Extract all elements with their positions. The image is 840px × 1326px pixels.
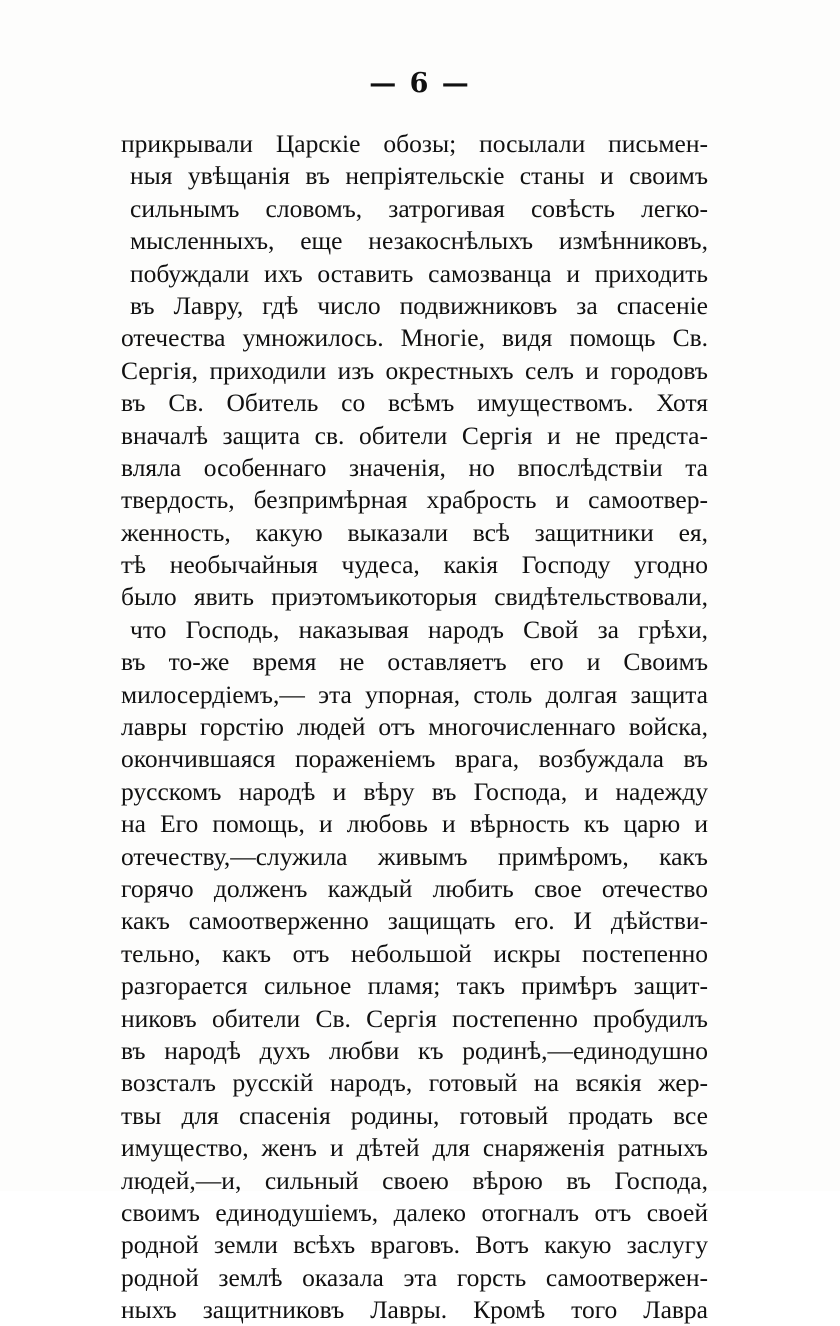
text-line: вляла особеннаго значенія, но впослѣдствіи та	[121, 452, 708, 482]
text-line: ныхъ защитниковъ Лавры. Кромѣ того Лавра	[121, 1295, 708, 1325]
text-line: родной землѣ оказала эта горсть самоотвержен-	[121, 1262, 708, 1292]
text-line: побуждали ихъ оставить самозванца и приходить	[130, 258, 708, 288]
text-line: людей,—и, сильный своею вѣрою въ Господа,	[121, 1165, 708, 1195]
text-line: окончившаяся пораженіемъ врага, возбуждала въ	[121, 744, 708, 774]
text-line: тѣ необычайныя чудеса, какія Господу угодно	[121, 550, 708, 580]
text-line: родной земли всѣхъ враговъ. Вотъ какую заслугу	[121, 1230, 708, 1260]
text-line: въ Лавру, гдѣ число подвижниковъ за спасеніе	[130, 290, 708, 320]
text-line: сильнымъ словомъ, затрогивая совѣсть легко-	[130, 193, 708, 223]
text-line: отечества умножилось. Многіе, видя помощь Св.	[121, 323, 708, 353]
text-line: лавры горстію людей отъ многочисленнаго войска,	[121, 712, 708, 742]
text-line: милосердіемъ,— эта упорная, столь долгая защита	[121, 679, 708, 709]
text-line: на Его помощь, и любовь и вѣрность къ царю и	[121, 809, 708, 839]
text-line: какъ самоотверженно защищать его. И дѣйстви-	[121, 906, 708, 936]
page-number: — 6 —	[369, 68, 471, 99]
text-line: горячо долженъ каждый любить свое отечество	[121, 873, 708, 903]
text-line: было явить приэтомъикоторыя свидѣтельствовали,	[121, 582, 708, 612]
text-line: Сергія, приходили изъ окрестныхъ селъ и городовъ	[121, 355, 708, 385]
text-line: твы для спасенія родины, готовый продать все	[121, 1100, 708, 1130]
text-line: въ Св. Обитель со всѣмъ имуществомъ. Хотя	[121, 388, 708, 418]
text-line: тельно, какъ отъ небольшой искры постепенно	[121, 938, 708, 968]
text-line: ныя увѣщанія въ непріятельскіе станы и своимъ	[130, 161, 708, 191]
text-line: твердость, безпримѣрная храбрость и самоотвер-	[121, 485, 708, 515]
text-line: вначалѣ защита св. обители Сергія и не предста-	[121, 420, 708, 450]
text-line: никовъ обители Св. Сергія постепенно пробудилъ	[121, 1003, 708, 1033]
text-line: своимъ единодушіемъ, далеко отогналъ отъ своей	[121, 1197, 708, 1227]
text-line: имущество, женъ и дѣтей для снаряженія ратныхъ	[121, 1133, 708, 1163]
text-line: что Господь, наказывая народъ Свой за грѣхи,	[130, 614, 708, 644]
body-text	[121, 128, 708, 1326]
text-line: прикрывали Царскіе обозы; посылали письмен-	[121, 129, 708, 158]
text-line: разгорается сильное пламя; такъ примѣръ защит-	[121, 971, 708, 1001]
text-line: возсталъ русскій народъ, готовый на всякія жер-	[121, 1068, 708, 1098]
text-line: въ то-же время не оставляетъ его и Своимъ	[121, 647, 708, 677]
text-line: отечеству,—служила живымъ примѣромъ, какъ	[121, 841, 708, 871]
text-line: женность, какую выказали всѣ защитники ея,	[121, 517, 708, 547]
text-line: въ народѣ духъ любви къ родинѣ,—единодушно	[121, 1035, 708, 1065]
text-line: мысленныхъ, еще незакоснѣлыхъ измѣнниковъ,	[130, 226, 708, 256]
text-line: русскомъ народѣ и вѣру въ Господа, и надежду	[121, 776, 708, 806]
